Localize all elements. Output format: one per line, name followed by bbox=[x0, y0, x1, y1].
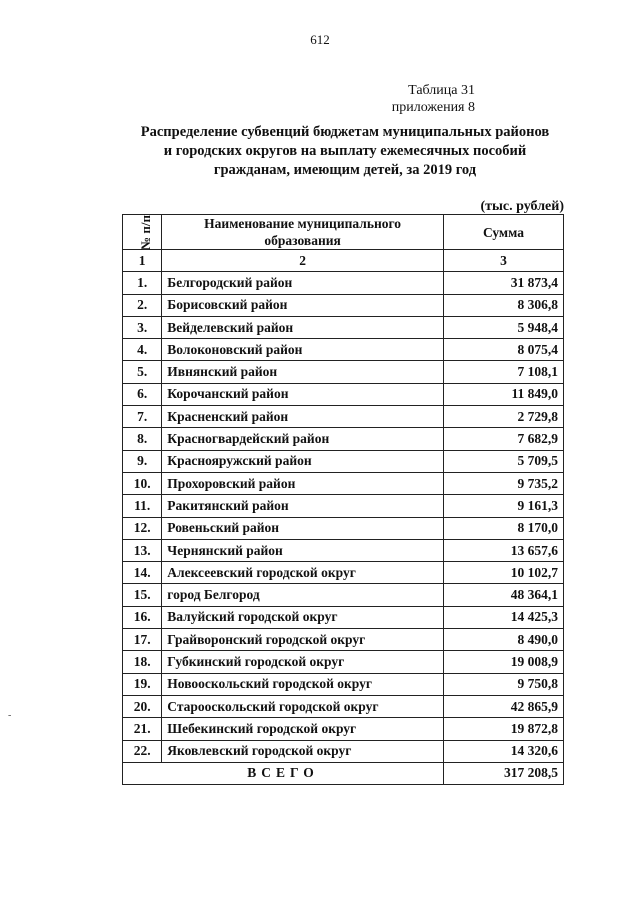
row-number: 16. bbox=[123, 606, 162, 628]
row-name: Старооскольский городской округ bbox=[162, 695, 444, 717]
column-index: 3 bbox=[443, 250, 563, 272]
row-number: 11. bbox=[123, 495, 162, 517]
row-sum: 19 872,8 bbox=[443, 718, 563, 740]
row-number: 17. bbox=[123, 629, 162, 651]
row-sum: 13 657,6 bbox=[443, 539, 563, 561]
row-name: Ровеньский район bbox=[162, 517, 444, 539]
column-index: 2 bbox=[162, 250, 444, 272]
row-sum: 2 729,8 bbox=[443, 406, 563, 428]
row-number: 18. bbox=[123, 651, 162, 673]
row-name: Алексеевский городской округ bbox=[162, 562, 444, 584]
row-name: Борисовский район bbox=[162, 294, 444, 316]
row-name: Белгородский район bbox=[162, 272, 444, 294]
table-row bbox=[123, 584, 564, 606]
table-reference bbox=[392, 82, 475, 116]
row-name: Краснояружский район bbox=[162, 450, 444, 472]
row-number: 9. bbox=[123, 450, 162, 472]
row-sum: 10 102,7 bbox=[443, 562, 563, 584]
row-number: 19. bbox=[123, 673, 162, 695]
row-number: 5. bbox=[123, 361, 162, 383]
row-name: Яковлевский городской округ bbox=[162, 740, 444, 762]
row-sum: 11 849,0 bbox=[443, 383, 563, 405]
table-row bbox=[123, 406, 564, 428]
subsidy-table bbox=[122, 214, 564, 785]
row-sum: 9 735,2 bbox=[443, 472, 563, 494]
table-row bbox=[123, 339, 564, 361]
table-row bbox=[123, 718, 564, 740]
table-row bbox=[123, 383, 564, 405]
row-number: 14. bbox=[123, 562, 162, 584]
row-sum: 7 108,1 bbox=[443, 361, 563, 383]
row-sum: 19 008,9 bbox=[443, 651, 563, 673]
row-name: Грайворонский городской округ bbox=[162, 629, 444, 651]
row-number: 22. bbox=[123, 740, 162, 762]
row-number: 7. bbox=[123, 406, 162, 428]
table-row bbox=[123, 539, 564, 561]
header-row bbox=[123, 215, 564, 250]
row-number: 21. bbox=[123, 718, 162, 740]
table-row bbox=[123, 562, 564, 584]
table-row bbox=[123, 606, 564, 628]
row-sum: 7 682,9 bbox=[443, 428, 563, 450]
row-sum: 42 865,9 bbox=[443, 695, 563, 717]
table-ref-line: приложения 8 bbox=[391, 100, 475, 115]
table-row bbox=[123, 472, 564, 494]
row-number: 1. bbox=[123, 272, 162, 294]
row-sum: 5 948,4 bbox=[443, 316, 563, 338]
column-index: 1 bbox=[123, 250, 162, 272]
row-name: Валуйский городской округ bbox=[162, 606, 444, 628]
title-line: гражданам, имеющим детей, за 2019 год bbox=[213, 162, 477, 178]
row-number: 10. bbox=[123, 472, 162, 494]
margin-mark: - bbox=[8, 710, 12, 721]
row-name: Волоконовский район bbox=[162, 339, 444, 361]
row-sum: 48 364,1 bbox=[443, 584, 563, 606]
total-label: ВСЕГО bbox=[123, 762, 444, 784]
row-sum: 8 170,0 bbox=[443, 517, 563, 539]
row-name: Красненский район bbox=[162, 406, 444, 428]
row-number: 2. bbox=[123, 294, 162, 316]
total-row bbox=[123, 762, 564, 784]
table-row bbox=[123, 316, 564, 338]
row-sum: 14 320,6 bbox=[443, 740, 563, 762]
row-sum: 9 161,3 bbox=[443, 495, 563, 517]
row-number: 3. bbox=[123, 316, 162, 338]
table-row bbox=[123, 517, 564, 539]
table-row bbox=[123, 673, 564, 695]
row-name: Шебекинский городской округ bbox=[162, 718, 444, 740]
title-line: и городских округов на выплату ежемесячных пособий bbox=[163, 143, 527, 159]
table-row bbox=[123, 695, 564, 717]
table-row bbox=[123, 495, 564, 517]
row-name: Корочанский район bbox=[162, 383, 444, 405]
row-name: Чернянский район bbox=[162, 539, 444, 561]
header-name: Наименование муниципального образования bbox=[162, 215, 444, 250]
row-sum: 8 490,0 bbox=[443, 629, 563, 651]
table-row bbox=[123, 450, 564, 472]
row-number: 13. bbox=[123, 539, 162, 561]
row-number: 8. bbox=[123, 428, 162, 450]
row-name: Ивнянский район bbox=[162, 361, 444, 383]
table-row bbox=[123, 272, 564, 294]
title-line: Распределение субвенций бюджетам муниципальных районов bbox=[140, 124, 550, 140]
column-index-row bbox=[123, 250, 564, 272]
row-name: Прохоровский район bbox=[162, 472, 444, 494]
header-num: № п/п bbox=[123, 215, 162, 250]
row-sum: 14 425,3 bbox=[443, 606, 563, 628]
row-sum: 8 306,8 bbox=[443, 294, 563, 316]
row-name: Ракитянский район bbox=[162, 495, 444, 517]
row-number: 12. bbox=[123, 517, 162, 539]
row-name: Красногвардейский район bbox=[162, 428, 444, 450]
table-row bbox=[123, 651, 564, 673]
row-sum: 5 709,5 bbox=[443, 450, 563, 472]
header-sum: Сумма bbox=[443, 215, 563, 250]
units-label: (тыс. рублей) bbox=[480, 199, 564, 214]
document-title bbox=[110, 123, 580, 180]
total-sum: 317 208,5 bbox=[443, 762, 563, 784]
row-sum: 31 873,4 bbox=[443, 272, 563, 294]
row-name: город Белгород bbox=[162, 584, 444, 606]
page-number: 612 bbox=[310, 32, 330, 47]
row-name: Новооскольский городской округ bbox=[162, 673, 444, 695]
row-number: 20. bbox=[123, 695, 162, 717]
table-ref-line: Таблица 31 bbox=[408, 83, 475, 98]
table-row bbox=[123, 294, 564, 316]
row-sum: 9 750,8 bbox=[443, 673, 563, 695]
row-sum: 8 075,4 bbox=[443, 339, 563, 361]
table-row bbox=[123, 428, 564, 450]
table-row bbox=[123, 629, 564, 651]
row-name: Вейделевский район bbox=[162, 316, 444, 338]
row-number: 15. bbox=[123, 584, 162, 606]
row-number: 4. bbox=[123, 339, 162, 361]
row-number: 6. bbox=[123, 383, 162, 405]
table-row bbox=[123, 361, 564, 383]
table-row bbox=[123, 740, 564, 762]
row-name: Губкинский городской округ bbox=[162, 651, 444, 673]
